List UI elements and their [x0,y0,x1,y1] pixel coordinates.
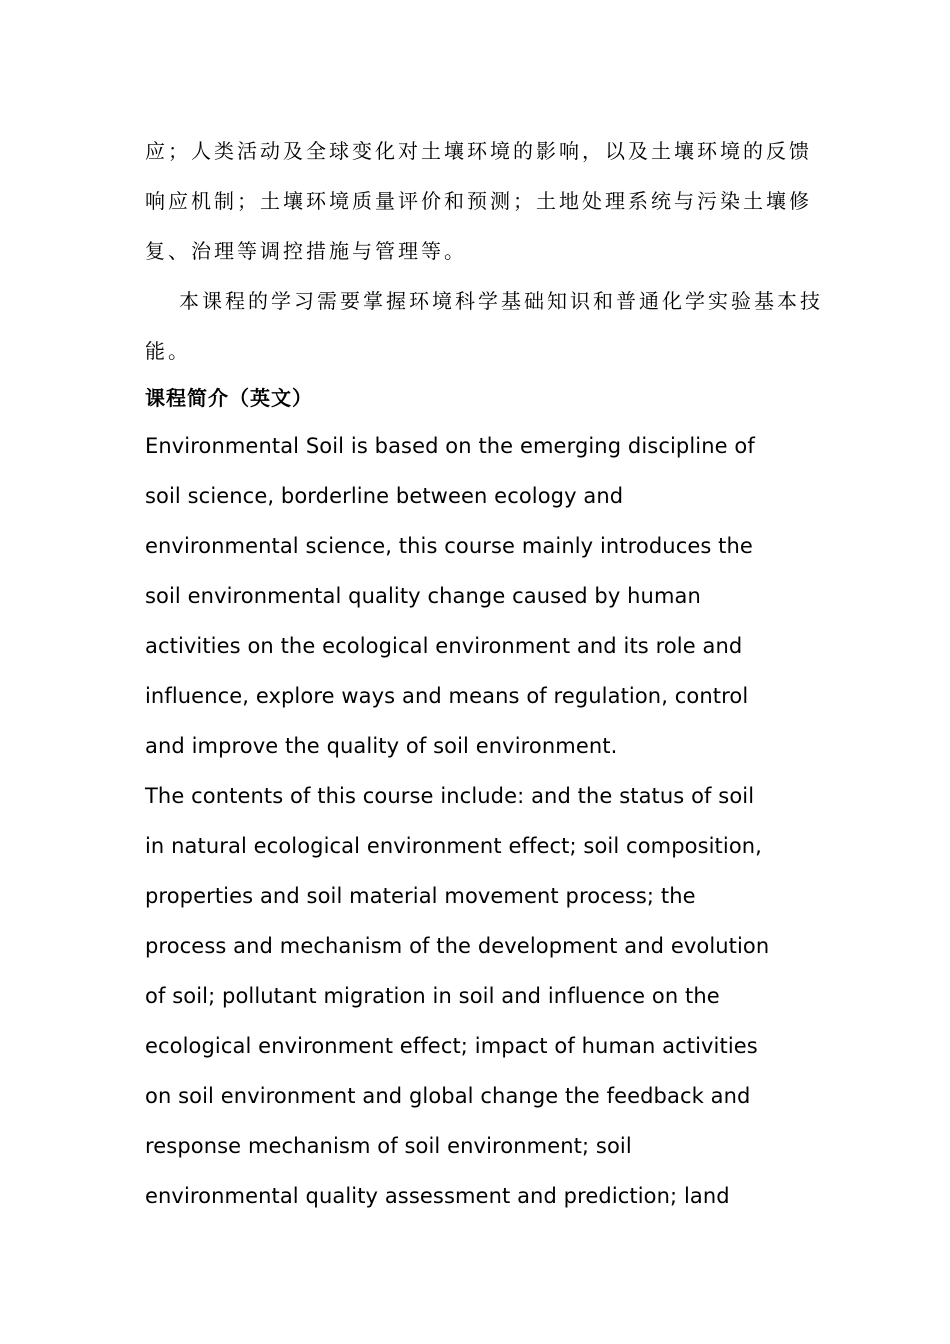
text-line: 响应机制；土壤环境质量评价和预测；土地处理系统与污染土壤修 [145,189,812,213]
text-line: influence, explore ways and means of regulation, control [145,684,749,708]
text-line: 本课程的学习需要掌握环境科学基础知识和普通化学实验基本技 [179,289,823,313]
text-line: environmental science, this course mainly introduces the [145,534,753,558]
text-line: Environmental Soil is based on the emerging discipline of [145,434,755,458]
text-line: soil science, borderline between ecology and [145,484,624,508]
text-line: activities on the ecological environment and its role and [145,634,743,658]
text-line: ecological environment effect; impact of human activities [145,1034,758,1058]
text-line: on soil environment and global change the feedback and [145,1084,751,1108]
chinese-paragraph-continued [145,126,815,276]
text-line: properties and soil material movement process; the [145,884,696,908]
text-line: and improve the quality of soil environment. [145,734,618,758]
text-line: in natural ecological environment effect; soil composition, [145,834,762,858]
text-line: 应；人类活动及全球变化对土壤环境的影响，以及土壤环境的反馈 [145,139,812,163]
document-body [145,126,823,1221]
text-line: 复、治理等调控措施与管理等。 [145,239,467,263]
english-paragraph-contents [145,771,815,1221]
text-line: The contents of this course include: and the status of soil [145,784,755,808]
text-line: of soil; pollutant migration in soil and influence on the [145,984,720,1008]
text-line: response mechanism of soil environment; soil [145,1134,632,1158]
section-heading: 课程简介（英文） [145,386,313,410]
chinese-paragraph-prerequisites [145,276,823,376]
text-line: process and mechanism of the development and evolution [145,934,770,958]
text-line: environmental quality assessment and prediction; land [145,1184,730,1208]
text-line: 能。 [145,339,191,363]
english-paragraph-intro [145,421,815,771]
text-line: soil environmental quality change caused by human [145,584,701,608]
